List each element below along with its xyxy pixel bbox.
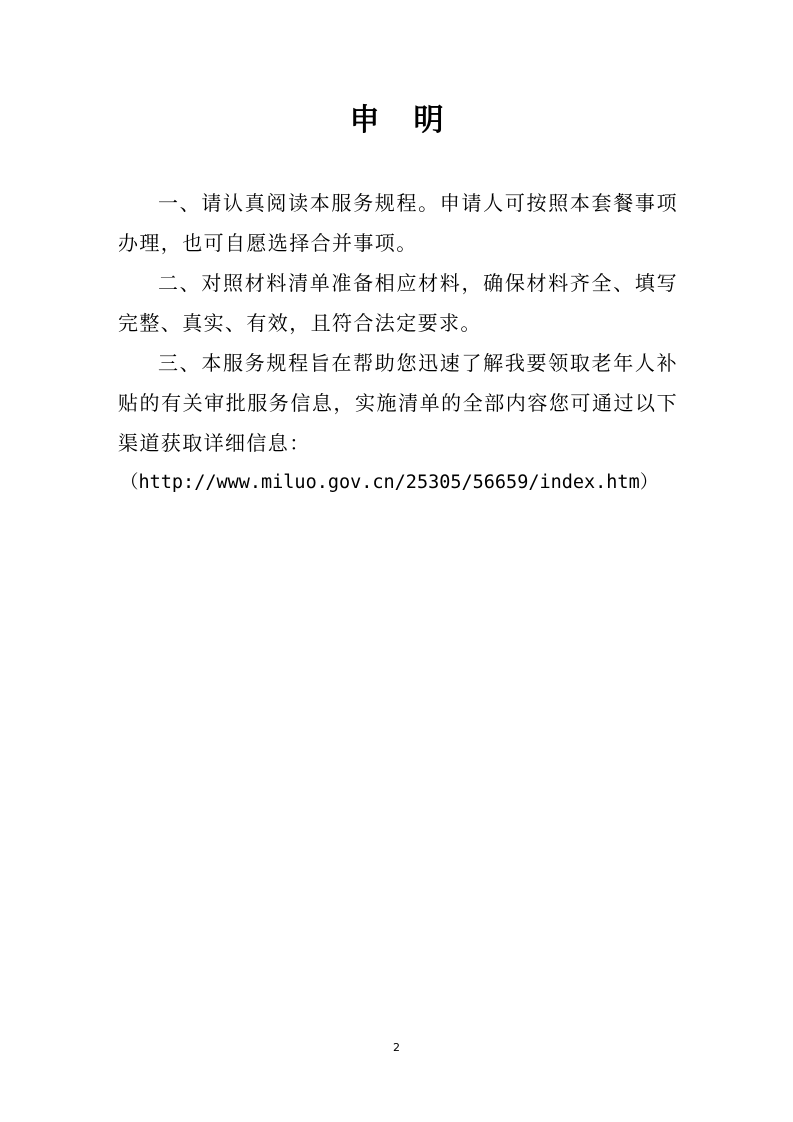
paragraph-2: 二、对照材料清单准备相应材料，确保材料齐全、填写完整、真实、有效，且符合法定要求。: [118, 271, 678, 335]
paragraph-1: 一、请认真阅读本服务规程。申请人可按照本套餐事项办理，也可自愿选择合并事项。: [118, 191, 678, 255]
title-char-1: 申: [349, 103, 380, 138]
page-title: [0, 95, 793, 139]
document-body: [118, 183, 678, 503]
paragraph-3: 三、本服务规程旨在帮助您迅速了解我要领取老年人补贴的有关审批服务信息，实施清单的全部内容您可通过以下渠道获取详细信息：: [118, 351, 678, 455]
info-url-link[interactable]: （http://www.miluo.gov.cn/25305/56659/index.htm）: [120, 472, 659, 493]
title-char-2: 明: [413, 103, 444, 138]
page-number: 2: [393, 1041, 400, 1054]
